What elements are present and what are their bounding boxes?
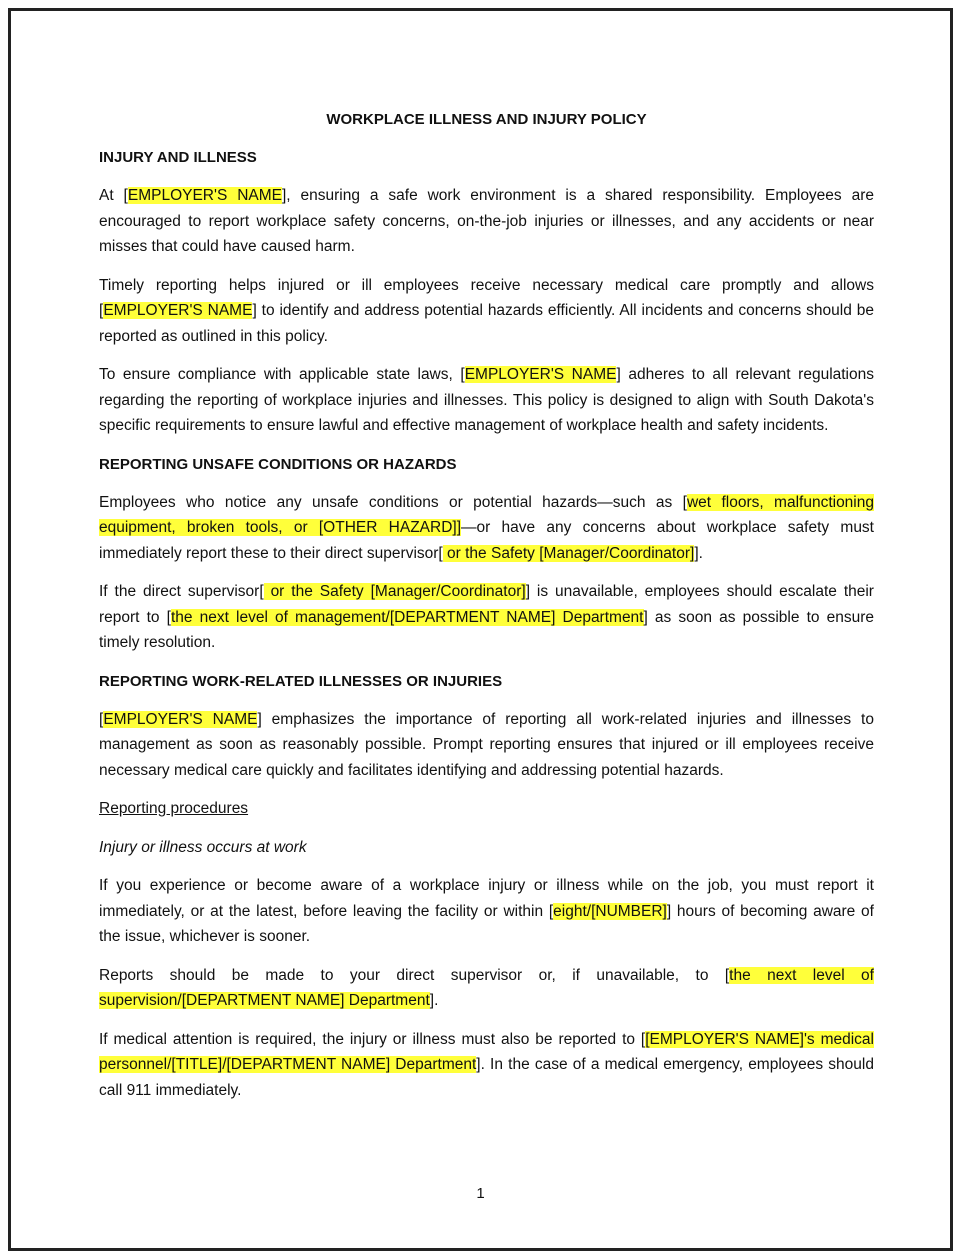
placeholder-highlight: EMPLOYER'S NAME [127, 187, 282, 204]
paragraph [99, 183, 874, 260]
section-heading-injury-illness: INJURY AND ILLNESS [99, 149, 257, 166]
placeholder-highlight: eight/[NUMBER] [553, 902, 667, 920]
text: ] emphasizes the importance of reporting all work-related injuries and illnesses to management as soon as reasonably possible. Prompt reporting ensures that injured or ill employees receive necessary medical care quickly and facilitates identifying and addressing potential hazards. [99, 710, 874, 779]
section-heading-unsafe-conditions: REPORTING UNSAFE CONDITIONS OR HAZARDS [99, 455, 457, 473]
text: ] as soon as possible to ensure timely resolution. [99, 608, 875, 651]
text: Reports should be made to your direct supervisor or, if unavailable, to [ [99, 966, 730, 984]
text: ], ensuring a safe work environment is a shared responsibility. Employees are encouraged to report workplace safety concerns, on-the-job injuries or illnesses, and any accidents or near misses that could have caused harm. [99, 187, 874, 255]
paragraph [99, 873, 874, 950]
text: Timely reporting helps injured or ill employees receive necessary medical care promptly and allows [ [99, 276, 874, 319]
placeholder-highlight: EMPLOYER'S NAME [103, 302, 253, 319]
text: —or have any concerns about workplace safety must immediately report these to their direct supervisor[ [99, 519, 874, 562]
paragraph [99, 1027, 874, 1104]
placeholder-highlight: [EMPLOYER'S NAME]'s medical personnel/[TITLE]/[DEPARTMENT NAME] Department [99, 1030, 874, 1073]
text: ] hours of becoming aware of the issue, whichever is sooner. [99, 902, 874, 945]
text: If the direct supervisor[ [99, 583, 264, 600]
placeholder-highlight: the next level of management/[DEPARTMENT NAME] Department [170, 608, 644, 626]
text: ]. [694, 544, 703, 562]
subheading-injury-occurs: Injury or illness occurs at work [99, 838, 307, 856]
text: ]. [429, 992, 439, 1009]
placeholder-highlight: or the Safety [Manager/Coordinator] [263, 583, 526, 600]
text: [ [99, 710, 104, 728]
document-body [99, 107, 874, 1116]
placeholder-highlight: or the Safety [Manager/Coordinator] [442, 544, 695, 562]
text: To ensure compliance with applicable state laws, [ [99, 366, 465, 383]
section-heading-work-related: REPORTING WORK-RELATED ILLNESSES OR INJURIES [99, 672, 503, 690]
paragraph [99, 490, 874, 567]
placeholder-highlight: the next level of supervision/[DEPARTMENT NAME] Department [99, 966, 874, 1009]
paragraph [99, 579, 874, 656]
paragraph [99, 707, 874, 784]
text: If you experience or become aware of a workplace injury or illness while on the job, you must report it immediately, or at the latest, before leaving the facility or within [ [99, 877, 874, 920]
placeholder-highlight: EMPLOYER'S NAME [464, 366, 617, 383]
text: ] to identify and address potential hazards efficiently. All incidents and concerns should be reported as outlined in this policy. [99, 302, 874, 345]
paragraph [99, 362, 874, 439]
page-frame [8, 8, 953, 1251]
text: ] is unavailable, employees should escalate their report to [ [99, 583, 874, 626]
document-title: WORKPLACE ILLNESS AND INJURY POLICY [326, 111, 647, 128]
subheading-reporting-procedures: Reporting procedures [99, 800, 249, 817]
placeholder-highlight: wet floors, malfunctioning equipment, broken tools, or [OTHER HAZARD]] [99, 493, 874, 536]
paragraph [99, 963, 874, 1014]
text: Employees who notice any unsafe conditions or potential hazards—such as [ [99, 493, 687, 511]
placeholder-highlight: EMPLOYER'S NAME [103, 710, 258, 728]
text: ] adheres to all relevant regulations regarding the reporting of workplace injuries and illnesses. This policy is designed to align with South Dakota's specific requirements to ensure lawful and effective management of workplace health and safety incidents. [99, 366, 874, 434]
page-number: 1 [476, 1185, 485, 1202]
paragraph [99, 273, 874, 350]
text: At [ [99, 187, 128, 204]
text: ]. In the case of a medical emergency, employees should call 911 immediately. [99, 1056, 874, 1099]
text: If medical attention is required, the injury or illness must also be reported to [ [99, 1030, 646, 1048]
